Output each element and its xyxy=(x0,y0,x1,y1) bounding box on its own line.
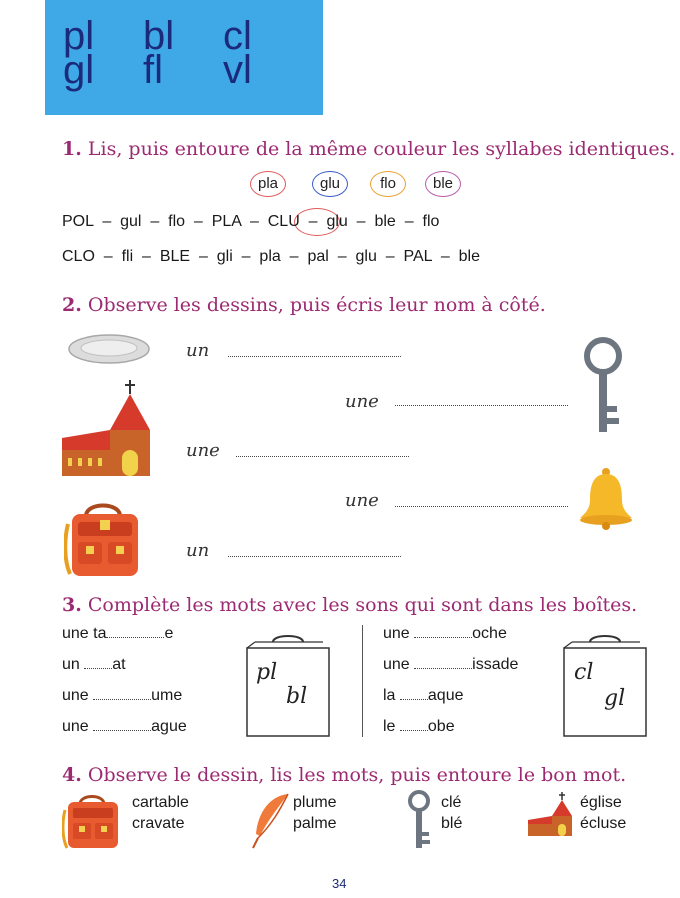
choice-word[interactable]: blé xyxy=(441,815,463,832)
answer-line[interactable] xyxy=(395,506,568,507)
ex2-instruction: Observe les dessins, puis écris leur nom à côté. xyxy=(87,294,546,316)
header-syllable: fl xyxy=(143,48,163,92)
model-syllable-ble[interactable]: ble xyxy=(425,171,461,197)
answer-line[interactable] xyxy=(395,405,568,406)
ex3-left-word-1: une ta e xyxy=(62,625,174,642)
box-sound: pl xyxy=(256,660,278,685)
ex3-right-word-3: la aque xyxy=(383,687,464,704)
choice-word[interactable]: cravate xyxy=(132,815,185,832)
ex3-left-word-4: une ague xyxy=(62,718,187,735)
box-sound: gl xyxy=(604,686,626,711)
blank[interactable] xyxy=(84,668,112,669)
answer-line[interactable] xyxy=(228,356,401,357)
ex1-instruction: Lis, puis entoure de la même couleur les syllabes identiques. xyxy=(87,138,676,160)
plate-icon xyxy=(68,333,150,365)
choice-word[interactable]: cartable xyxy=(132,794,189,811)
article-label: un xyxy=(186,340,210,361)
schoolbag-icon xyxy=(64,500,146,578)
blank[interactable] xyxy=(400,730,428,731)
key-icon xyxy=(580,336,626,436)
schoolbag-icon xyxy=(62,792,124,850)
ex3-right-word-2: une issade xyxy=(383,656,519,673)
bell-icon xyxy=(578,466,634,530)
blank[interactable] xyxy=(400,699,428,700)
header-syllable: cl xyxy=(223,14,252,58)
ex1-number: 1. xyxy=(62,138,82,160)
header-syllable: bl xyxy=(143,14,175,58)
ex1-line-1[interactable]: POL – gul – flo – PLA – CLU – glu – ble – flo xyxy=(62,213,440,230)
answer-line[interactable] xyxy=(236,456,409,457)
header-syllable: gl xyxy=(63,48,95,92)
model-syllable-flo[interactable]: flo xyxy=(370,171,406,197)
box-sound: cl xyxy=(574,660,594,685)
ex3-number: 3. xyxy=(62,594,82,616)
blank[interactable] xyxy=(93,699,151,700)
ex1-line-2[interactable]: CLO – fli – BLE – gli – pla – pal – glu – PAL – ble xyxy=(62,248,481,265)
article-label: une xyxy=(345,391,379,412)
ex4-number: 4. xyxy=(62,764,82,786)
church-icon xyxy=(528,792,574,836)
church-icon xyxy=(62,378,154,478)
choice-word[interactable]: clé xyxy=(441,794,462,811)
blank[interactable] xyxy=(414,668,472,669)
header-row-2 xyxy=(63,50,303,90)
ex3-left-word-2: un at xyxy=(62,656,126,673)
header-box xyxy=(45,0,323,115)
box-sound: bl xyxy=(286,684,308,709)
choice-word[interactable]: église xyxy=(580,794,622,811)
ex3-left-word-3: une ume xyxy=(62,687,183,704)
ex2-title xyxy=(62,294,546,316)
blank[interactable] xyxy=(414,637,472,638)
key-icon xyxy=(404,790,434,850)
ex3-right-word-1: une oche xyxy=(383,625,507,642)
header-syllable: pl xyxy=(63,14,95,58)
ex2-number: 2. xyxy=(62,294,82,316)
feather-icon xyxy=(250,790,292,852)
blank[interactable] xyxy=(93,730,151,731)
page-number: 34 xyxy=(332,876,347,891)
ex4-instruction: Observe le dessin, lis les mots, puis entoure le bon mot. xyxy=(87,764,627,786)
ex1-title xyxy=(62,138,675,160)
article-label: une xyxy=(186,440,220,461)
article-label: un xyxy=(186,540,210,561)
ex3-title xyxy=(62,594,637,616)
choice-word[interactable]: écluse xyxy=(580,815,627,832)
ex3-right-word-4: le obe xyxy=(383,718,455,735)
model-syllable-glu[interactable]: glu xyxy=(312,171,348,197)
choice-word[interactable]: plume xyxy=(293,794,337,811)
ex4-title xyxy=(62,764,626,786)
article-label: une xyxy=(345,490,379,511)
ex3-instruction: Complète les mots avec les sons qui sont dans les boîtes. xyxy=(87,594,638,616)
blank[interactable] xyxy=(106,637,164,638)
ex3-divider xyxy=(362,625,363,737)
choice-word[interactable]: palme xyxy=(293,815,337,832)
model-syllable-pla[interactable]: pla xyxy=(250,171,286,197)
answer-line[interactable] xyxy=(228,556,401,557)
header-syllable: vl xyxy=(223,48,252,92)
